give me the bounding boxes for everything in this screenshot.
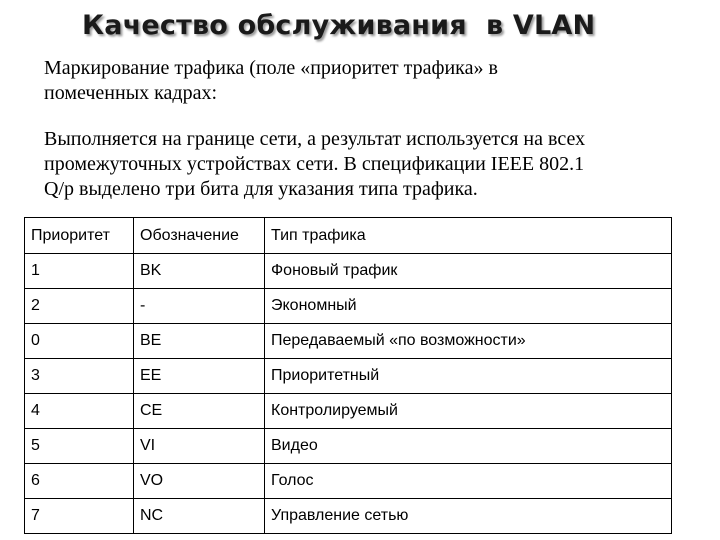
traffic-marking-paragraph xyxy=(44,56,684,106)
table-row xyxy=(25,289,672,324)
table-row xyxy=(25,394,672,429)
traffic-type-cell: Контролируемый xyxy=(265,394,672,429)
text-line: Маркирование трафика (поле «приоритет трафика» в xyxy=(44,57,498,79)
traffic-type-cell: Фоновый трафик xyxy=(265,254,672,289)
traffic-type-cell: Передаваемый «по возможности» xyxy=(265,324,672,359)
table-row xyxy=(25,324,672,359)
traffic-type-cell: Приоритетный xyxy=(265,359,672,394)
network-edge-paragraph xyxy=(44,127,714,202)
priority-cell: 4 xyxy=(25,394,134,429)
designation-cell: VO xyxy=(134,464,265,499)
designation-cell: - xyxy=(134,289,265,324)
priority-cell: 5 xyxy=(25,429,134,464)
priority-table xyxy=(24,217,672,534)
designation-cell: VI xyxy=(134,429,265,464)
designation-cell: BE xyxy=(134,324,265,359)
header-priority: Приоритет xyxy=(25,218,134,254)
designation-cell: EE xyxy=(134,359,265,394)
table-row xyxy=(25,359,672,394)
text-line: промежуточных устройствах сети. В спецификации IEEE 802.1 xyxy=(44,153,585,175)
priority-cell: 7 xyxy=(25,499,134,534)
slide-title: Качество обслуживания в VLAN xyxy=(82,10,596,41)
text-line: помеченных кадрах: xyxy=(44,82,218,104)
table-row xyxy=(25,499,672,534)
priority-cell: 0 xyxy=(25,324,134,359)
traffic-type-cell: Экономный xyxy=(265,289,672,324)
text-line: Q/p выделено три бита для указания типа трафика. xyxy=(44,178,478,200)
traffic-type-cell: Видео xyxy=(265,429,672,464)
traffic-type-cell: Управление сетью xyxy=(265,499,672,534)
priority-cell: 1 xyxy=(25,254,134,289)
header-traffic-type: Тип трафика xyxy=(265,218,672,254)
priority-cell: 6 xyxy=(25,464,134,499)
designation-cell: NC xyxy=(134,499,265,534)
designation-cell: CE xyxy=(134,394,265,429)
text-line: Выполняется на границе сети, а результат используется на всех xyxy=(44,128,586,150)
table-row xyxy=(25,429,672,464)
priority-cell: 3 xyxy=(25,359,134,394)
designation-cell: BK xyxy=(134,254,265,289)
traffic-type-cell: Голос xyxy=(265,464,672,499)
table-header-row xyxy=(25,218,672,254)
table-row xyxy=(25,254,672,289)
header-designation: Обозначение xyxy=(134,218,265,254)
table-row xyxy=(25,464,672,499)
priority-cell: 2 xyxy=(25,289,134,324)
